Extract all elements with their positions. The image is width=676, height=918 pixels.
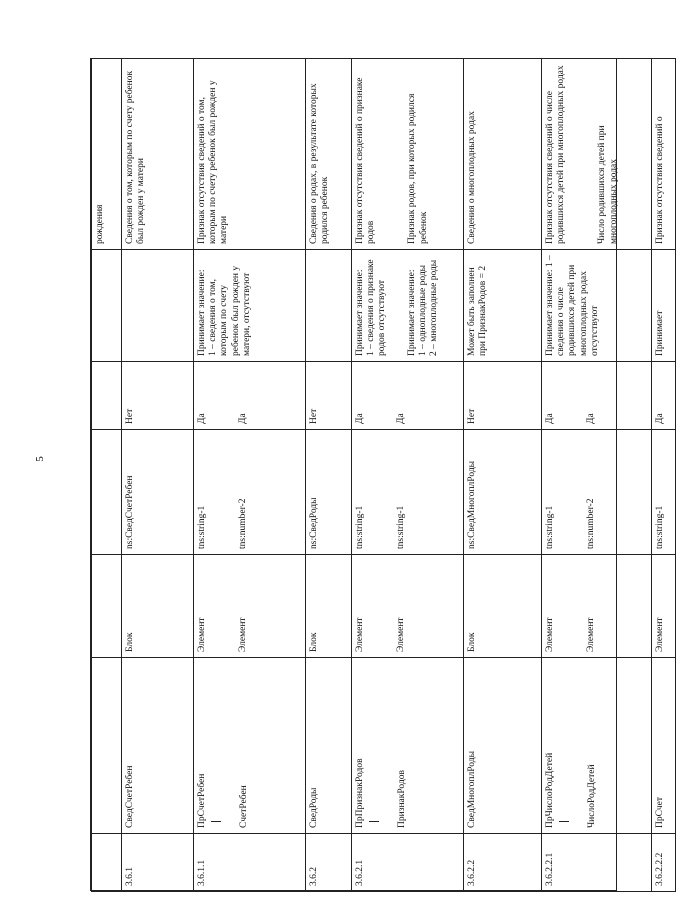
element-kind-text: Элемент: [355, 617, 365, 652]
element-required-text: Нет: [125, 408, 135, 424]
element-kind-text: Элемент: [545, 617, 555, 652]
element-kind: [542, 555, 652, 658]
element-format-note: [306, 250, 352, 362]
table-row: [464, 59, 542, 892]
element-name: [652, 658, 676, 834]
element-type: [306, 430, 352, 555]
element-description: [194, 59, 306, 250]
rotated-table-wrapper: [91, 59, 665, 892]
element-required-alt: Да: [396, 413, 407, 424]
element-kind-text: Блок: [467, 632, 477, 652]
element-kind: [306, 555, 352, 658]
element-format-note: [652, 250, 676, 362]
table-row: [122, 59, 194, 892]
element-required: [464, 362, 542, 430]
element-description-alt: Признак родов, при которых родился ребенок: [407, 93, 429, 244]
element-type-text: ns:СведРоды: [309, 497, 319, 549]
table-row: [652, 59, 676, 892]
element-required-alt: Да: [238, 413, 249, 424]
row-number: [352, 834, 464, 892]
choice-marker: [559, 821, 569, 822]
element-type-alt: tns:string-1: [396, 505, 407, 549]
element-name-text: ПрСчетРебен: [197, 773, 207, 828]
element-format-note-text: Может быть заполнен при ПризнакРодов = 2: [467, 265, 489, 356]
table-cell: [92, 834, 122, 892]
element-required-text: Нет: [309, 408, 319, 424]
requisites-table: [91, 58, 676, 892]
choice-marker: [211, 821, 221, 822]
element-kind: [122, 555, 194, 658]
table-row: [306, 59, 352, 892]
row-number-text: 3.6.1.1: [197, 859, 207, 886]
element-type: [652, 430, 676, 555]
element-required: [306, 362, 352, 430]
element-description-text: Признак отсутствия сведений о числе родившихся детей при многоплодных родах: [545, 65, 567, 244]
header-tail-cell: [92, 59, 122, 250]
element-required: [194, 362, 306, 430]
row-number: [306, 834, 352, 892]
element-type: [542, 430, 652, 555]
element-name-text: ПрСчет: [655, 797, 665, 828]
element-type-text: tns:string-1: [655, 505, 665, 549]
element-description: [122, 59, 194, 250]
element-format-note-alt: Принимает значение: 1 – одноплодные роды 2 – многоплодные роды: [406, 259, 440, 356]
element-description-text: Сведения о том, которым по счету ребенок был рожден у матери: [125, 70, 147, 244]
element-required: [122, 362, 194, 430]
element-required-text: Нет: [467, 408, 477, 424]
page-number: 5: [34, 456, 46, 462]
element-kind-alt: Элемент: [396, 617, 407, 652]
element-type: [464, 430, 542, 555]
element-description-text: Сведения о многоплодных родах: [467, 111, 477, 244]
element-format-note-text: Принимает: [655, 310, 665, 356]
row-number-text: 3.6.2.1: [355, 859, 365, 886]
element-required-text: Да: [655, 413, 665, 424]
element-type: [194, 430, 306, 555]
element-name: [542, 658, 652, 834]
element-format-note: [352, 250, 464, 362]
element-format-note: [194, 250, 306, 362]
row-number: [464, 834, 542, 892]
element-kind-alt: Элемент: [586, 617, 597, 652]
element-name-text: СведСчетРебен: [125, 765, 135, 828]
table-row: [92, 59, 122, 892]
element-kind-text: Блок: [309, 632, 319, 652]
element-required-text: Да: [197, 413, 207, 424]
table-cell: [92, 430, 122, 555]
element-name-text: ПрЧислоРодДетей: [545, 752, 555, 828]
row-number: [542, 834, 652, 892]
choice-marker: [369, 821, 379, 822]
element-kind: [652, 555, 676, 658]
element-description: [652, 59, 676, 250]
element-kind-text: Блок: [125, 632, 135, 652]
element-name-text: ПрПризнакРодов: [355, 758, 365, 828]
element-type: [352, 430, 464, 555]
element-description: [352, 59, 464, 250]
element-required: [652, 362, 676, 430]
element-required: [352, 362, 464, 430]
row-number: [652, 834, 676, 892]
row-number-text: 3.6.2.2: [467, 859, 477, 886]
element-kind: [352, 555, 464, 658]
element-name: [306, 658, 352, 834]
element-required-text: Да: [545, 413, 555, 424]
element-kind-alt: Элемент: [238, 617, 249, 652]
element-type-text: tns:string-1: [355, 505, 365, 549]
element-type-text: tns:string-1: [545, 505, 555, 549]
element-required-text: Да: [355, 413, 365, 424]
element-name-text: СведРоды: [309, 787, 319, 828]
row-number-text: 3.6.1: [125, 867, 135, 886]
element-description: [306, 59, 352, 250]
table-cell: [92, 658, 122, 834]
element-required-alt: Да: [586, 413, 597, 424]
table-cell: [92, 555, 122, 658]
element-name: [352, 658, 464, 834]
element-type: [122, 430, 194, 555]
element-kind: [194, 555, 306, 658]
element-description-text: Признак отсутствия сведений о признаке родов: [355, 77, 377, 244]
element-description-alt: Число родившихся детей при многоплодных родах: [597, 125, 619, 244]
element-name: [464, 658, 542, 834]
table-cell: [92, 250, 122, 362]
element-description: [542, 59, 652, 250]
table-row: [194, 59, 306, 892]
element-format-note: [464, 250, 542, 362]
element-required: [542, 362, 652, 430]
element-description-text: Признак отсутствия сведений о том, которым по счету ребенок был рожден у матери: [197, 80, 230, 244]
element-type-text: ns:СведМногоплРоды: [467, 460, 477, 549]
header-tail-cell-text: рождения: [95, 204, 105, 244]
element-name: [122, 658, 194, 834]
element-description-text: Сведения о родах, в результате которых родился ребенок: [309, 83, 331, 244]
element-name-alt: СчетРебен: [239, 785, 250, 828]
table-row: [542, 59, 652, 892]
element-description-text: Признак отсутствия сведений о: [655, 116, 665, 244]
row-number-text: 3.6.2.2.1: [545, 852, 555, 886]
element-name: [194, 658, 306, 834]
element-description: [464, 59, 542, 250]
element-format-note-text: Принимает значение: 1 – сведения о признаке родов отсутствуют: [355, 259, 388, 356]
element-type-alt: tns:number-2: [238, 498, 249, 549]
element-format-note-text: Принимает значение: 1 – сведения о том, которым по счету ребенок был рожден у матери, отсутствуют: [197, 265, 252, 356]
table-row: [352, 59, 464, 892]
element-name-text: СведМногоплРоды: [467, 751, 477, 828]
element-name-alt: ЧислоРодДетей: [587, 764, 598, 828]
element-type-alt: tns:number-2: [586, 498, 597, 549]
element-kind-text: Элемент: [655, 617, 665, 652]
element-kind: [464, 555, 542, 658]
element-type-text: ns:СведСчетРебен: [125, 475, 135, 549]
row-number-text: 3.6.2: [309, 867, 319, 886]
document-table-frame: [90, 58, 665, 891]
table-cell: [92, 362, 122, 430]
element-name-alt: ПризнакРодов: [397, 770, 408, 828]
element-format-note-text: Принимает значение: 1 – сведения о числе родившихся детей при многоплодных родах отсутствуют: [545, 255, 600, 356]
element-type-text: tns:string-1: [197, 505, 207, 549]
row-number: [122, 834, 194, 892]
row-number-text: 3.6.2.2.2: [655, 852, 665, 886]
row-number: [194, 834, 306, 892]
element-kind-text: Элемент: [197, 617, 207, 652]
element-format-note: [122, 250, 194, 362]
element-format-note: [542, 250, 652, 362]
